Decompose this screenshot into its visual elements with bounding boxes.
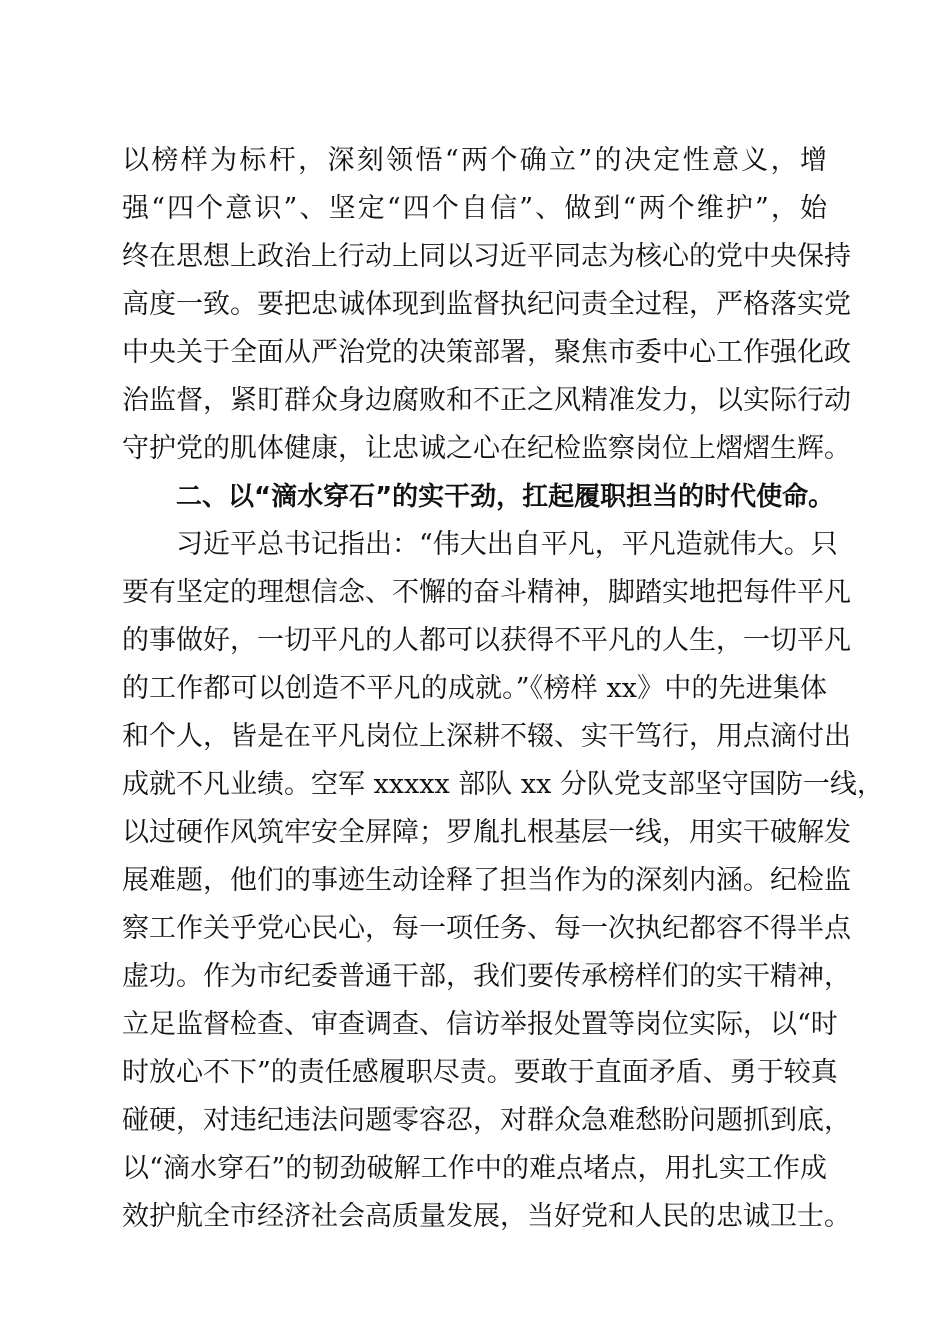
paragraph-2-line: 察工作关乎党心民心，每一项任务、每一次执纪都容不得半点 <box>122 913 851 944</box>
paragraph-2-line: 要有坚定的理想信念、不懈的奋斗精神，脚踏实地把每件平凡 <box>122 577 851 608</box>
paragraph-2-line: 习近平总书记指出：“伟大出自平凡，平凡造就伟大。只 <box>176 529 838 560</box>
paragraph-2-line: 碰硬，对违纪违法问题零容忍，对群众急难愁盼问题抓到底， <box>122 1105 851 1136</box>
paragraph-1-line: 以榜样为标杆，深刻领悟“两个确立”的决定性意义，增 <box>122 145 827 176</box>
paragraph-1-line: 中央关于全面从严治党的决策部署，聚焦市委中心工作强化政 <box>122 337 851 368</box>
paragraph-1-line: 终在思想上政治上行动上同以习近平同志为核心的党中央保持 <box>122 241 851 272</box>
paragraph-2-line: 和个人，皆是在平凡岗位上深耕不辍、实干笃行，用点滴付出 <box>122 721 851 752</box>
paragraph-1-line: 治监督，紧盯群众身边腐败和不正之风精准发力，以实际行动 <box>122 385 851 416</box>
paragraph-1-line: 守护党的肌体健康，让忠诚之心在纪检监察岗位上熠熠生辉。 <box>122 433 851 464</box>
paragraph-1-line: 强“四个意识”、坚定“四个自信”、做到“两个维护”，始 <box>122 193 827 224</box>
paragraph-2-line: 时放心不下”的责任感履职尽责。要敢于直面矛盾、勇于较真 <box>122 1057 838 1088</box>
paragraph-2-line: 展难题，他们的事迹生动诠释了担当作为的深刻内涵。纪检监 <box>122 865 851 896</box>
paragraph-2-line: 的工作都可以创造不平凡的成就。”《榜样 xx》中的先进集体 <box>122 673 827 704</box>
paragraph-1-line: 高度一致。要把忠诚体现到监督执纪问责全过程，严格落实党 <box>122 289 851 320</box>
paragraph-2-line: 立足监督检查、审查调查、信访举报处置等岗位实际，以“时 <box>122 1009 838 1040</box>
section-heading: 二、以“滴水穿石”的实干劲，扛起履职担当的时代使命。 <box>176 482 835 512</box>
paragraph-2-line: 以“滴水穿石”的韧劲破解工作中的难点堵点，用扎实工作成 <box>122 1153 827 1184</box>
paragraph-2-line: 成就不凡业绩。空军 xxxxx 部队 xx 分队党支部坚守国防一线， <box>122 769 884 800</box>
paragraph-2-line: 效护航全市经济社会高质量发展，当好党和人民的忠诚卫士。 <box>122 1201 851 1232</box>
paragraph-2-line: 虚功。作为市纪委普通干部，我们要传承榜样们的实干精神， <box>122 961 851 992</box>
paragraph-2-line: 的事做好，一切平凡的人都可以获得不平凡的人生，一切平凡 <box>122 625 851 656</box>
paragraph-2-line: 以过硬作风筑牢安全屏障；罗胤扎根基层一线，用实干破解发 <box>122 817 851 848</box>
